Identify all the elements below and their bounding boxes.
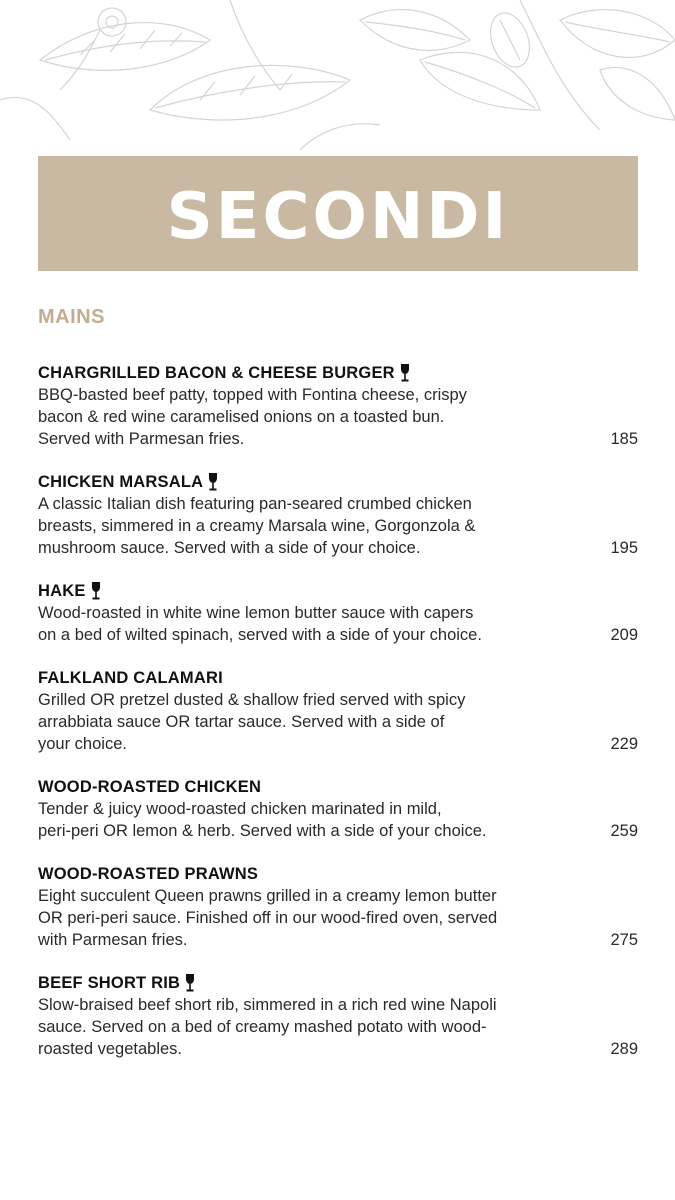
menu-item-name (38, 362, 638, 384)
wine-glass-icon (90, 581, 102, 601)
menu-item-price: 229 (610, 735, 638, 753)
menu-item-description: BBQ-basted beef patty, topped with Fontina cheese, crispy bacon & red wine caramelised onions on a toasted bun. Served with Parmesan fries. (38, 386, 467, 448)
page-title: SECONDI (166, 179, 510, 254)
menu-item-name (38, 471, 638, 493)
wine-glass-icon (207, 472, 219, 492)
menu-item-name (38, 776, 638, 798)
menu-item-price: 259 (610, 822, 638, 840)
menu-item-name-text: WOOD-ROASTED PRAWNS (38, 865, 259, 883)
menu-item (38, 580, 638, 646)
menu-item-name (38, 667, 638, 689)
menu-item-name-text: WOOD-ROASTED CHICKEN (38, 778, 262, 796)
botanical-leaves-illustration (0, 0, 675, 160)
menu-item-description: Eight succulent Queen prawns grilled in a creamy lemon butter OR peri-peri sauce. Finished off in our wood-fired oven, served with Parmesan fries. (38, 887, 498, 949)
menu-item-name (38, 972, 638, 994)
menu-item-price: 185 (610, 430, 638, 448)
menu-item-name-text: HAKE (38, 582, 86, 600)
menu-item-name-text: BEEF SHORT RIB (38, 974, 181, 992)
section-heading-mains: MAINS (38, 306, 105, 328)
menu-item (38, 471, 638, 559)
menu-item-price: 195 (610, 539, 638, 557)
menu-item-description: Grilled OR pretzel dusted & shallow fried served with spicy arrabbiata sauce OR tartar sauce. Served with a side of your choice. (38, 691, 466, 753)
menu-item-description: A classic Italian dish featuring pan-seared crumbed chicken breasts, simmered in a creamy Marsala wine, Gorgonzola & mushroom sauce. Served with a side of your choice. (38, 495, 476, 557)
menu-item-price: 209 (610, 626, 638, 644)
menu-item (38, 362, 638, 450)
menu-item-price: 289 (610, 1040, 638, 1058)
menu-item (38, 667, 638, 755)
menu-item (38, 972, 638, 1060)
wine-glass-icon (184, 973, 196, 993)
menu-item-name (38, 863, 638, 885)
menu-item-name-text: CHARGRILLED BACON & CHEESE BURGER (38, 364, 395, 382)
menu-item-description: Wood-roasted in white wine lemon butter sauce with capers on a bed of wilted spinach, served with a side of your choice. (38, 604, 482, 644)
menu-item (38, 776, 638, 842)
menu-item-name-text: FALKLAND CALAMARI (38, 669, 223, 687)
section-banner (38, 156, 638, 271)
menu-item-description: Slow-braised beef short rib, simmered in a rich red wine Napoli sauce. Served on a bed of creamy mashed potato with wood- roasted vegetables. (38, 996, 497, 1058)
menu-item-price: 275 (610, 931, 638, 949)
menu-item (38, 863, 638, 951)
wine-glass-icon (399, 363, 411, 383)
menu-list (38, 362, 638, 1081)
menu-item-name-text: CHICKEN MARSALA (38, 473, 204, 491)
menu-item-description: Tender & juicy wood-roasted chicken marinated in mild, peri-peri OR lemon & herb. Served with a side of your choice. (38, 800, 487, 840)
menu-item-name (38, 580, 638, 602)
